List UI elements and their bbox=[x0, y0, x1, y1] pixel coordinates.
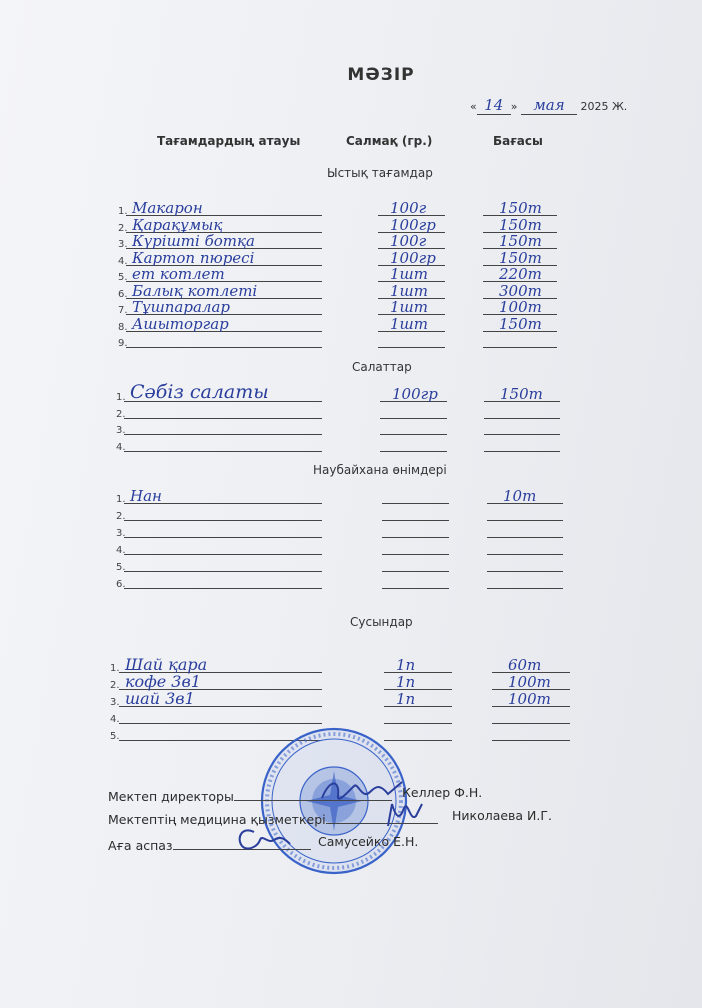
row-number: 1. bbox=[116, 494, 126, 505]
row-number: 8. bbox=[118, 322, 128, 333]
row-number: 2. bbox=[116, 511, 126, 522]
dish-price: 150т bbox=[499, 232, 542, 250]
price-line bbox=[483, 347, 557, 348]
dish-name: Қарақұмық bbox=[132, 216, 223, 234]
row-number: 2. bbox=[110, 680, 120, 691]
menu-row bbox=[110, 691, 570, 708]
row-number: 7. bbox=[118, 305, 128, 316]
price-line bbox=[487, 588, 563, 589]
date-day: 14 bbox=[484, 96, 504, 114]
weight-line bbox=[382, 554, 449, 555]
dish-weight: 100г bbox=[390, 232, 427, 250]
director-label: Мектеп директоры bbox=[108, 789, 234, 804]
dish-weight: 1п bbox=[396, 656, 416, 674]
price-line bbox=[487, 571, 563, 572]
menu-row bbox=[116, 505, 563, 522]
chef-signature bbox=[232, 824, 296, 854]
dish-name: Нан bbox=[130, 487, 162, 505]
weight-line bbox=[382, 571, 449, 572]
menu-row bbox=[118, 200, 557, 217]
row-number: 4. bbox=[116, 545, 126, 556]
chef-name: Самусейко Е.Н. bbox=[318, 834, 419, 849]
dish-weight: 1шт bbox=[390, 265, 428, 283]
price-line bbox=[484, 434, 560, 435]
name-line bbox=[124, 571, 322, 572]
nurse-label: Мектептің медицина қызметкері bbox=[108, 812, 326, 827]
weight-line bbox=[384, 689, 452, 690]
dish-price: 100т bbox=[508, 690, 551, 708]
menu-row bbox=[116, 403, 560, 420]
name-line bbox=[126, 347, 322, 348]
dish-name: Ашыторгар bbox=[132, 315, 229, 333]
name-line bbox=[124, 520, 322, 521]
dish-name: Балық котлеті bbox=[132, 282, 258, 300]
section-title-salads: Салаттар bbox=[352, 360, 412, 374]
menu-row bbox=[118, 266, 557, 283]
column-header-weight: Салмақ (гр.) bbox=[346, 134, 433, 148]
row-number: 2. bbox=[118, 223, 128, 234]
dish-weight: 100гр bbox=[390, 216, 436, 234]
section-title-bakery: Наубайхана өнімдері bbox=[313, 463, 447, 477]
dish-name: ет котлет bbox=[132, 265, 225, 283]
name-line bbox=[124, 434, 322, 435]
dish-weight: 100гр bbox=[392, 385, 438, 403]
weight-line bbox=[384, 723, 452, 724]
price-line bbox=[492, 723, 570, 724]
dish-name: Шай қара bbox=[125, 655, 208, 674]
menu-row bbox=[116, 556, 563, 573]
date-quote-open: « bbox=[470, 100, 477, 113]
nurse-name: Николаева И.Г. bbox=[452, 808, 552, 823]
menu-row bbox=[116, 539, 563, 556]
weight-line bbox=[380, 434, 447, 435]
menu-row bbox=[116, 573, 563, 590]
dish-weight: 1шт bbox=[390, 282, 428, 300]
dish-weight: 1шт bbox=[390, 298, 428, 316]
row-number: 6. bbox=[118, 289, 128, 300]
dish-price: 150т bbox=[499, 216, 542, 234]
row-number: 9. bbox=[118, 338, 128, 349]
menu-row bbox=[110, 708, 570, 725]
menu-row bbox=[116, 381, 560, 403]
weight-line bbox=[382, 588, 449, 589]
dish-name: Тұшпаралар bbox=[132, 298, 231, 316]
row-number: 3. bbox=[110, 697, 120, 708]
weight-line bbox=[384, 672, 452, 673]
price-line bbox=[487, 554, 563, 555]
row-number: 4. bbox=[118, 256, 128, 267]
menu-row bbox=[118, 316, 557, 333]
dish-weight: 100гр bbox=[390, 249, 436, 267]
dish-price: 150т bbox=[500, 385, 543, 403]
dish-price: 10т bbox=[503, 487, 537, 505]
dish-name: шай 3в1 bbox=[125, 689, 195, 708]
dish-weight: 1шт bbox=[390, 315, 428, 333]
dish-name: Макарон bbox=[132, 199, 203, 217]
name-line bbox=[124, 451, 322, 452]
dish-name: Сәбіз салаты bbox=[130, 381, 269, 403]
dish-price: 60т bbox=[508, 656, 542, 674]
price-line bbox=[487, 520, 563, 521]
date-month: мая bbox=[533, 96, 565, 114]
row-number: 6. bbox=[116, 579, 126, 590]
dish-price: 150т bbox=[499, 199, 542, 217]
menu-row bbox=[118, 332, 557, 349]
menu-row bbox=[118, 233, 557, 250]
price-line bbox=[492, 740, 570, 741]
page-title: МӘЗІР bbox=[347, 65, 415, 85]
menu-row bbox=[118, 299, 557, 316]
weight-line bbox=[382, 520, 449, 521]
weight-line bbox=[382, 537, 449, 538]
row-number: 5. bbox=[118, 272, 128, 283]
row-number: 5. bbox=[110, 731, 120, 742]
weight-line bbox=[378, 347, 445, 348]
menu-row bbox=[116, 488, 563, 505]
dish-weight: 1п bbox=[396, 690, 416, 708]
name-line bbox=[119, 723, 322, 724]
column-header-name: Тағамдардың атауы bbox=[157, 134, 301, 148]
dish-name: Күрішті ботқа bbox=[132, 232, 255, 250]
section-title-hot: Ыстық тағамдар bbox=[327, 166, 433, 180]
date-line bbox=[470, 96, 627, 115]
dish-name: Картоп пюресі bbox=[132, 249, 255, 267]
row-number: 1. bbox=[110, 663, 120, 674]
dish-price: 300т bbox=[499, 282, 542, 300]
date-year: 2025 Ж. bbox=[580, 100, 628, 113]
row-number: 1. bbox=[118, 206, 128, 217]
name-line bbox=[124, 554, 322, 555]
dish-weight: 100г bbox=[390, 199, 427, 217]
price-line bbox=[484, 451, 560, 452]
weight-line bbox=[382, 503, 449, 504]
menu-row bbox=[116, 522, 563, 539]
price-line bbox=[487, 537, 563, 538]
date-quote-close: » bbox=[510, 100, 518, 113]
row-number: 2. bbox=[116, 409, 126, 420]
menu-row bbox=[116, 419, 560, 436]
dish-weight: 1п bbox=[396, 673, 416, 691]
menu-row bbox=[116, 436, 560, 453]
dish-price: 150т bbox=[499, 315, 542, 333]
director-name: Келлер Ф.Н. bbox=[402, 785, 483, 800]
row-number: 4. bbox=[110, 714, 120, 725]
dish-price: 100т bbox=[508, 673, 551, 691]
dish-price: 100т bbox=[499, 298, 542, 316]
row-number: 4. bbox=[116, 442, 126, 453]
row-number: 3. bbox=[116, 528, 126, 539]
nurse-signature bbox=[382, 798, 428, 832]
name-line bbox=[124, 537, 322, 538]
row-number: 5. bbox=[116, 562, 126, 573]
chef-label: Аға аспаз bbox=[108, 838, 173, 853]
weight-line bbox=[384, 706, 452, 707]
date-month-field bbox=[521, 96, 577, 115]
date-day-field bbox=[477, 96, 511, 115]
weight-line bbox=[380, 451, 447, 452]
row-number: 3. bbox=[118, 239, 128, 250]
name-line bbox=[124, 588, 322, 589]
section-title-drinks: Сусындар bbox=[350, 615, 413, 629]
dish-price: 150т bbox=[499, 249, 542, 267]
row-number: 1. bbox=[116, 392, 126, 403]
dish-price: 220т bbox=[499, 265, 542, 283]
row-number: 3. bbox=[116, 425, 126, 436]
dish-name: кофе 3в1 bbox=[125, 672, 201, 691]
column-header-price: Бағасы bbox=[493, 134, 543, 148]
